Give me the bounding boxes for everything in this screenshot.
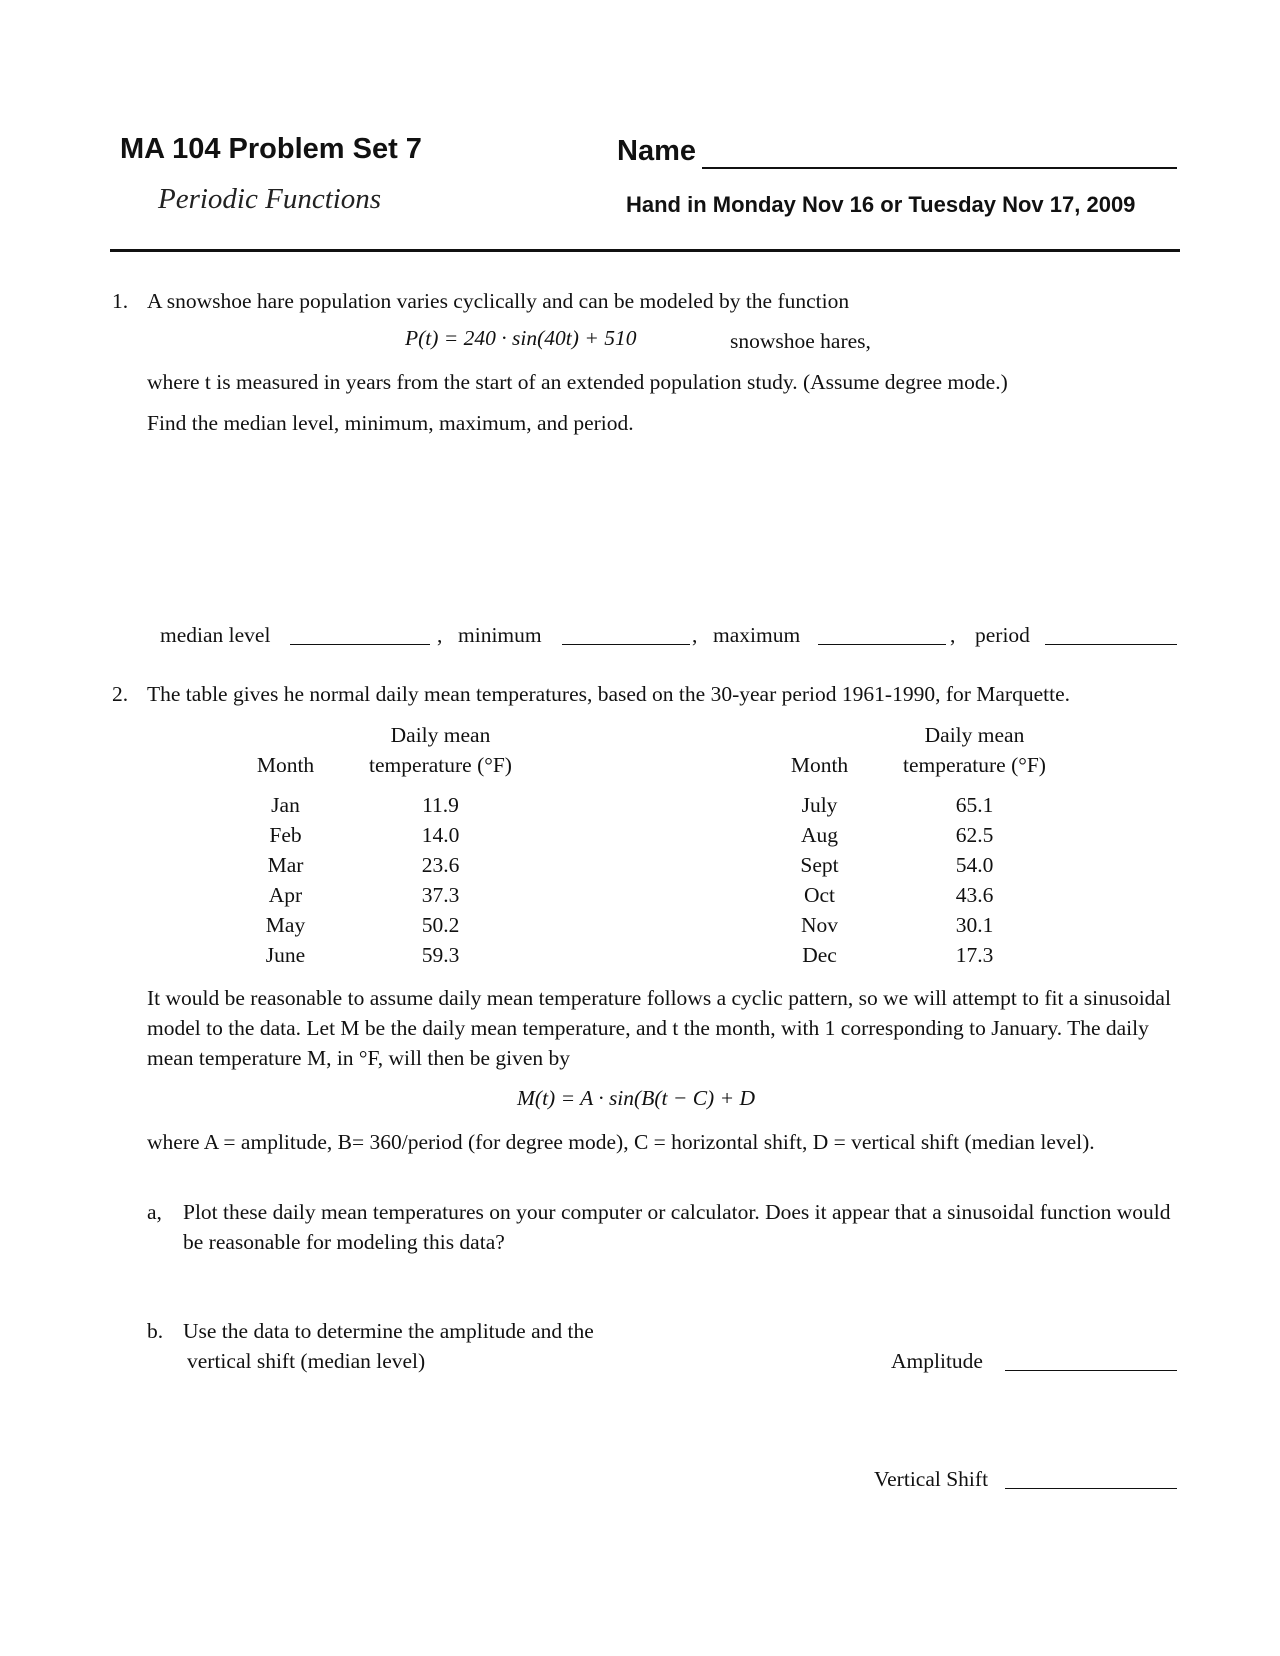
amplitude-field[interactable] (1005, 1348, 1177, 1371)
problem-2-number: 2. (112, 682, 129, 706)
part-b-label: b. (147, 1319, 164, 1343)
name-label: Name (617, 135, 696, 167)
page-subtitle: Periodic Functions (158, 183, 382, 215)
part-b-line2: vertical shift (median level) (187, 1349, 426, 1373)
table-row: Feb 14.0 (269, 822, 460, 847)
problem-2-paragraph: It would be reasonable to assume daily mean temperature follows a cyclic pattern, so we will attempt to fit a sinusoidal model to the data. Let M be the daily mean temperature, and t the month, with 1 corresponding to January. The daily mean temperature M, in °F, will then be given by (147, 986, 1171, 1070)
model-definitions: where A = amplitude, B= 360/period (for degree mode), C = horizontal shift, D = vertical shift (median level). (147, 1130, 1095, 1154)
part-a-text: Plot these daily mean temperatures on your computer or calculator. Does it appear that a sinusoidal function would be reasonable for modeling this data? (183, 1200, 1171, 1254)
temperature-table-left (228, 720, 538, 970)
separator: , (692, 623, 698, 647)
table-header-month: Month (790, 752, 849, 777)
table-row: Aug 62.5 (800, 822, 994, 847)
problem-1-intro: A snowshoe hare population varies cyclically and can be modeled by the function (147, 289, 850, 313)
page-title: MA 104 Problem Set 7 (120, 133, 422, 165)
problem-1-number: 1. (112, 289, 129, 313)
answer-median-label: median level (160, 623, 271, 647)
problem-1-equation: P(t) = 240 · sin(40t) + 510 (405, 326, 637, 350)
table-row: Jan 11.9 (271, 792, 459, 817)
table-row: July 65.1 (801, 792, 994, 817)
answer-minimum-label: minimum (458, 623, 542, 647)
vertical-shift-label: Vertical Shift (874, 1467, 989, 1491)
part-a-label: a, (147, 1200, 162, 1224)
problem-1-question: Find the median level, minimum, maximum, and period. (147, 411, 634, 435)
table-header-month: Month (256, 752, 315, 777)
table-row: Dec 17.3 (802, 942, 994, 967)
answer-period-field[interactable] (1045, 622, 1177, 645)
answer-maximum-label: maximum (713, 623, 801, 647)
table-header-temp-line2: temperature (°F) (369, 752, 512, 777)
table-row: Apr 37.3 (268, 882, 460, 907)
table-header-temp-line1: Daily mean (924, 722, 1025, 747)
model-equation: M(t) = A · sin(B(t − C) + D (517, 1086, 756, 1110)
separator: , (437, 623, 443, 647)
separator: , (950, 623, 956, 647)
table-row: Mar 23.6 (267, 852, 460, 877)
hand-in-date: Hand in Monday Nov 16 or Tuesday Nov 17, 2009 (626, 192, 1136, 217)
table-row: Sept 54.0 (800, 852, 994, 877)
table-header-temp-line2: temperature (°F) (903, 752, 1046, 777)
vertical-shift-field[interactable] (1005, 1466, 1177, 1489)
temperature-table-right (762, 720, 1072, 970)
problem-1-context: where t is measured in years from the start of an extended population study. (Assume degree mode.) (147, 370, 1008, 394)
table-row: Oct 43.6 (803, 882, 994, 907)
answer-minimum-field[interactable] (562, 622, 690, 645)
answer-maximum-field[interactable] (818, 622, 946, 645)
problem-1-equation-unit: snowshoe hares, (730, 329, 871, 353)
table-row: June 59.3 (265, 942, 460, 967)
problem-2-intro: The table gives he normal daily mean temperatures, based on the 30-year period 1961-1990, for Marquette. (147, 682, 1070, 706)
answer-period-label: period (975, 623, 1030, 647)
answer-median-field[interactable] (290, 622, 430, 645)
table-header-temp-line1: Daily mean (390, 722, 491, 747)
table-row: May 50.2 (265, 912, 460, 937)
header-divider (110, 249, 1180, 252)
part-b-line1: Use the data to determine the amplitude and the (183, 1319, 594, 1343)
table-row: Nov 30.1 (800, 912, 994, 937)
name-field[interactable] (702, 167, 1177, 169)
amplitude-label: Amplitude (891, 1349, 983, 1373)
